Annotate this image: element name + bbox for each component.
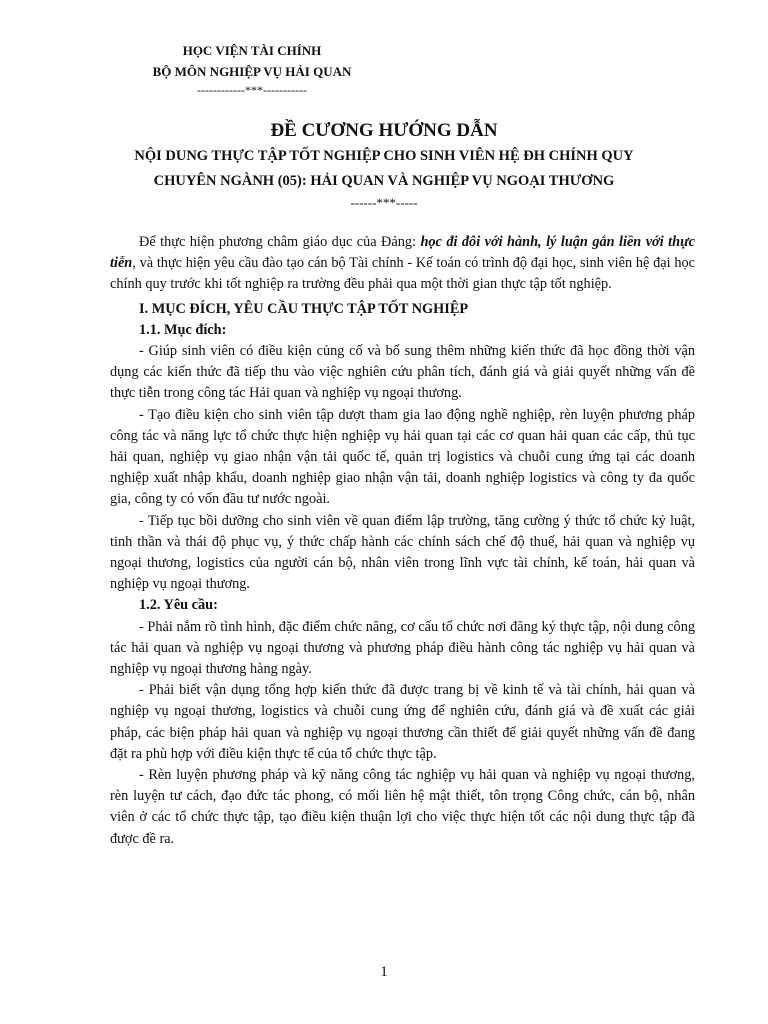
- document-title-block: [60, 118, 708, 212]
- document-subtitle-line-1: NỘI DUNG THỰC TẬP TỐT NGHIỆP CHO SINH VIÊN HỆ ĐH CHÍNH QUY: [134, 148, 634, 164]
- header-separator: ------------***-----------: [197, 83, 307, 97]
- institute-name: HỌC VIỆN TÀI CHÍNH: [182, 43, 322, 58]
- document-title: ĐỀ CƯƠNG HƯỚNG DẪN: [270, 120, 498, 141]
- document-body: [110, 232, 695, 850]
- department-name: BỘ MÔN NGHIỆP VỤ HẢI QUAN: [152, 64, 352, 79]
- page-number: 1: [380, 964, 388, 980]
- requirement-item: - Phải biết vận dụng tổng hợp kiến thức đã được trang bị về kinh tế và tài chính, hải quan và nghiệp vụ ngoại thương, logistics và chuỗi cung ứng để nghiên cứu, đánh giá và đề xuất các giải pháp, các biện pháp hải quan và nghiệp vụ ngoại thương cần thiết để giải quyết những vấn đề đang đặt ra phù hợp với điều kiện thực tế của tổ chức thực tập.: [110, 682, 695, 762]
- requirement-item: - Rèn luyện phương pháp và kỹ năng công tác nghiệp vụ hải quan và nghiệp vụ ngoại thương, rèn luyện tư cách, đạo đức tác phong, có mối liên hệ mật thiết, tôn trọng Công chức, cán bộ, nhân viên ở các tổ chức thực tập, tạo điều kiện thuận lợi cho việc thực hiện tốt các nội dung thực tập đã được đề ra.: [110, 767, 695, 847]
- document-subtitle-line-2: CHUYÊN NGÀNH (05): HẢI QUAN VÀ NGHIỆP VỤ NGOẠI THƯƠNG: [153, 173, 615, 189]
- intro-emphasis: học đi đôi với hành, lý luận gắn liền với thực tiễn: [110, 234, 695, 272]
- title-separator: ------***-----: [350, 195, 418, 210]
- intro-paragraph: [110, 232, 695, 296]
- section-heading: I. MỤC ĐÍCH, YÊU CẦU THỰC TẬP TỐT NGHIỆP: [139, 300, 469, 317]
- purpose-item: - Tạo điều kiện cho sinh viên tập dượt tham gia lao động nghề nghiệp, rèn luyện phương pháp công tác và năng lực tổ chức thực hiện nghiệp vụ hải quan tại các cơ quan hải quan các cấp, thủ tục hải quan, nghiệp vụ giao nhận vận tải quốc tế, quản trị logistics và chuỗi cung ứng tại các doanh nghiệp xuất nhập khẩu, doanh nghiệp giao nhận vận tải, doanh nghiệp logistics và công ty đa quốc gia, công ty có vốn đầu tư nước ngoài.: [110, 406, 695, 508]
- document-header: [130, 40, 374, 98]
- requirement-item: - Phải nắm rõ tình hình, đặc điểm chức năng, cơ cấu tổ chức nơi đăng ký thực tập, nội dung công tác hải quan và nghiệp vụ ngoại thương và phương pháp điều hành công tác nghiệp vụ hải quan và nghiệp vụ ngoại thương hàng ngày.: [110, 618, 695, 678]
- purpose-item: - Giúp sinh viên có điều kiện củng cố và bổ sung thêm những kiến thức đã học đồng thời vận dụng các kiến thức đã tiếp thu vào việc nghiên cứu phân tích, đánh giá và giải quyết những vấn đề thực tiễn trong công tác Hải quan và nghiệp vụ ngoại thương.: [110, 343, 695, 402]
- purpose-heading: 1.1. Mục đích:: [139, 321, 227, 338]
- intro-text-start: Để thực hiện phương châm giáo dục của Đảng:: [139, 234, 421, 250]
- intro-text-end: , và thực hiện yêu cầu đào tạo cán bộ Tài chính - Kế toán có trình độ đại học, sinh viên hệ đại học chính quy trước khi tốt nghiệp ra trường đều phải qua một thời gian thực tập tốt nghiệp.: [110, 255, 695, 293]
- requirements-heading: 1.2. Yêu cầu:: [139, 597, 218, 614]
- purpose-item: - Tiếp tục bồi dưỡng cho sinh viên về quan điểm lập trường, tăng cường ý thức tổ chức kỷ luật, tinh thần và thái độ phục vụ, ý thức chấp hành các chính sách chế độ thuế, hải quan và nghiệp vụ ngoại thương, logistics của người cán bộ, nhân viên trong lĩnh vực tài chính, kế toán, hải quan và nghiệp vụ ngoại thương.: [110, 512, 695, 593]
